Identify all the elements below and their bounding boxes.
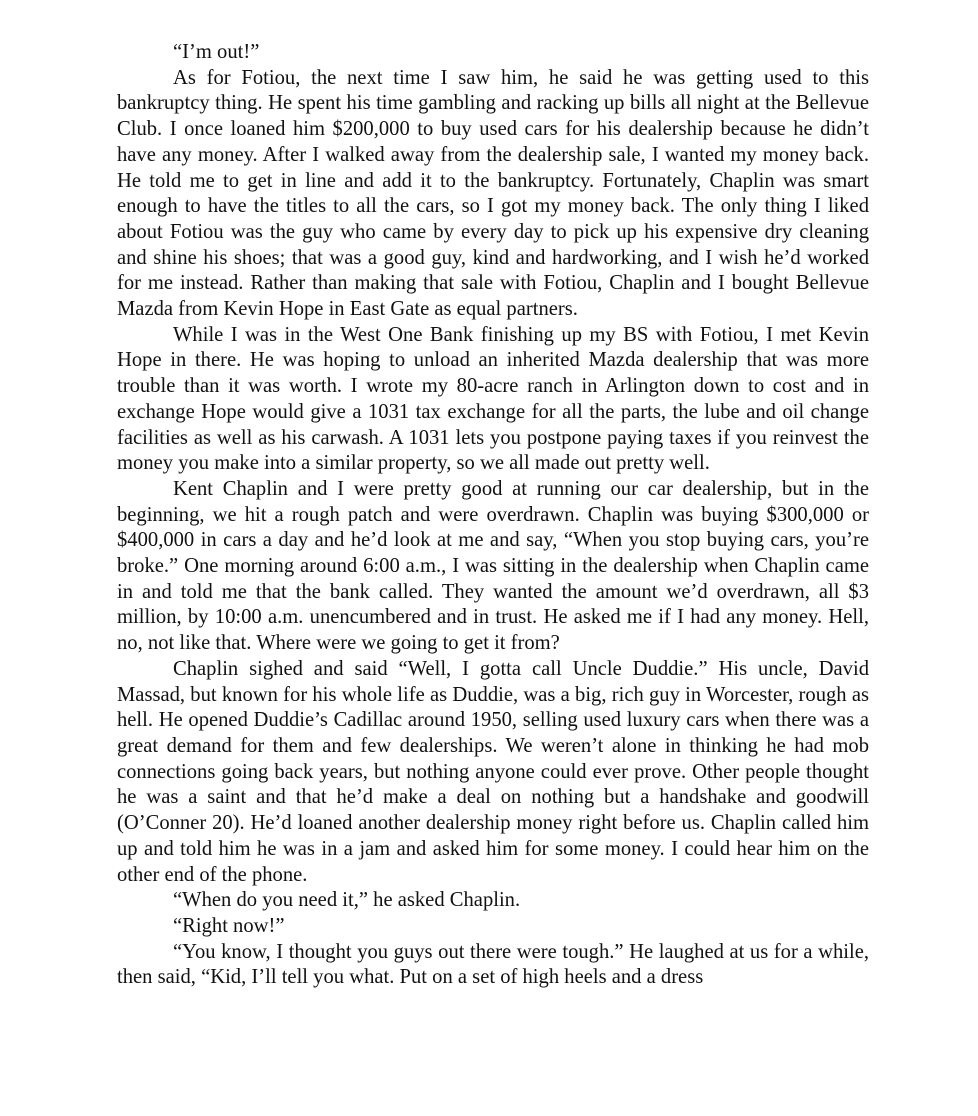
paragraph: While I was in the West One Bank finishing up my BS with Fotiou, I met Kevin Hope in there. He was hoping to unload an inherited Mazda dealership that was more trouble than it was worth. I wrote my 80-acre ranch in Arlington down to cost and in exchange Hope would give a 1031 tax exchange for all the parts, the lube and oil change facilities as well as his carwash. A 1031 lets you postpone paying taxes if you reinvest the money you make into a similar property, so we all made out pretty well.: [117, 323, 869, 475]
paragraph: Kent Chaplin and I were pretty good at running our car dealership, but in the beginning, we hit a rough patch and were overdrawn. Chaplin was buying $300,000 or $400,000 in cars a day and he’d look at me and say, “When you stop buying cars, you’re broke.” One morning around 6:00 a.m., I was sitting in the dealership when Chaplin came in and told me that the bank called. They wanted the amount we’d overdrawn, all $3 million, by 10:00 a.m. unencumbered and in trust. He asked me if I had any money. Hell, no, not like that. Where were we going to get it from?: [117, 477, 869, 655]
paragraph: “Right now!”: [173, 914, 285, 937]
paragraph: “I’m out!”: [173, 41, 260, 63]
paragraph: Chaplin sighed and said “Well, I gotta call Uncle Duddie.” His uncle, David Massad, but known for his whole life as Duddie, was a big, rich guy in Worcester, rough as hell. He opened Duddie’s Cadillac around 1950, selling used luxury cars when there was a great demand for them and few dealerships. We weren’t alone in thinking he had mob connections going back years, but nothing anyone could ever prove. Other people thought he was a saint and that he’d make a deal on nothing but a handshake and goodwill (O’Conner 20). He’d loaned another dealership money right before us. Chaplin called him up and told him he was in a jam and asked him for some money. I could hear him on the other end of the phone.: [117, 657, 869, 886]
document-page: [117, 40, 869, 991]
paragraph: “You know, I thought you guys out there were tough.” He laughed at us for a while, then said, “Kid, I’ll tell you what. Put on a set of high heels and a dress: [117, 940, 869, 989]
paragraph: As for Fotiou, the next time I saw him, he said he was getting used to this bankruptcy thing. He spent his time gambling and racking up bills all night at the Bellevue Club. I once loaned him $200,000 to buy used cars for his dealership because he didn’t have any money. After I walked away from the dealership sale, I wanted my money back. He told me to get in line and add it to the bankruptcy. Fortunately, Chaplin was smart enough to have the titles to all the cars, so I got my money back. The only thing I liked about Fotiou was the guy who came by every day to pick up his expensive dry cleaning and shine his shoes; that was a good guy, kind and hardworking, and I wish he’d worked for me instead. Rather than making that sale with Fotiou, Chaplin and I bought Bellevue Mazda from Kevin Hope in East Gate as equal partners.: [117, 66, 869, 321]
paragraph: “When do you need it,” he asked Chaplin.: [173, 889, 521, 912]
